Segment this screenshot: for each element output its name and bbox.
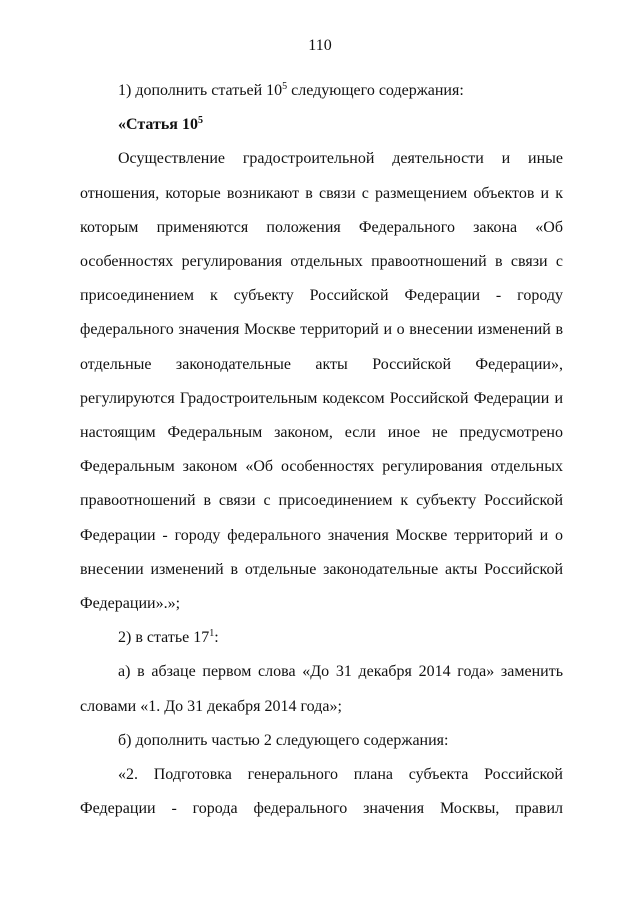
document-body — [80, 74, 563, 826]
article-heading — [80, 108, 563, 142]
article-heading-superscript: 5 — [197, 115, 203, 127]
new-part-2-paragraph: «2. Подготовка генерального плана субъекта Российской Федерации - города федерального значения Москвы, правил — [80, 766, 563, 818]
amendment-item-2-text: 2) в статье 17 — [118, 629, 210, 647]
amendment-item-2b: б) дополнить частью 2 следующего содержания: — [118, 731, 449, 749]
page-number: 110 — [308, 37, 332, 54]
article-number-superscript: 5 — [282, 81, 288, 92]
amendment-item-1 — [80, 74, 563, 108]
amendment-item-1-tail: следующего содержания: — [287, 82, 464, 99]
amendment-item-1-text: 1) дополнить статьей 10 — [118, 82, 283, 99]
amendment-item-2a: а) в абзаце первом слова «До 31 декабря 2014 года» заменить словами «1. До 31 декабря 2014 года»; — [80, 663, 563, 715]
amendment-item-2-tail: : — [214, 629, 219, 647]
article-17-superscript: 1 — [209, 628, 215, 640]
amendment-item-2 — [80, 621, 563, 655]
article-body-paragraph: Осуществление градостроительной деятельности и иные отношения, которые возникают в связи с размещением объектов и к которым применяются положения Федерального закона «Об особенностях регулирования отдельных правоотношений в связи с присоединением к субъекту Российской Федерации - городу федерального значения Москве территорий и о внесении изменений в отдельные законодательные акты Российской Федерации», регулируются Градостроительным кодексом Российской Федерации и настоящим Федеральным законом, если иное не предусмотрено Федеральным законом «Об особенностях регулирования отдельных правоотношений в связи с присоединением к субъекту Российской Федерации - городу федерального значения Москве территорий и о внесении изменений в отдельные законодательные акты Российской Федерации».»; — [80, 150, 563, 613]
article-heading-text: «Статья 10 — [118, 116, 198, 134]
